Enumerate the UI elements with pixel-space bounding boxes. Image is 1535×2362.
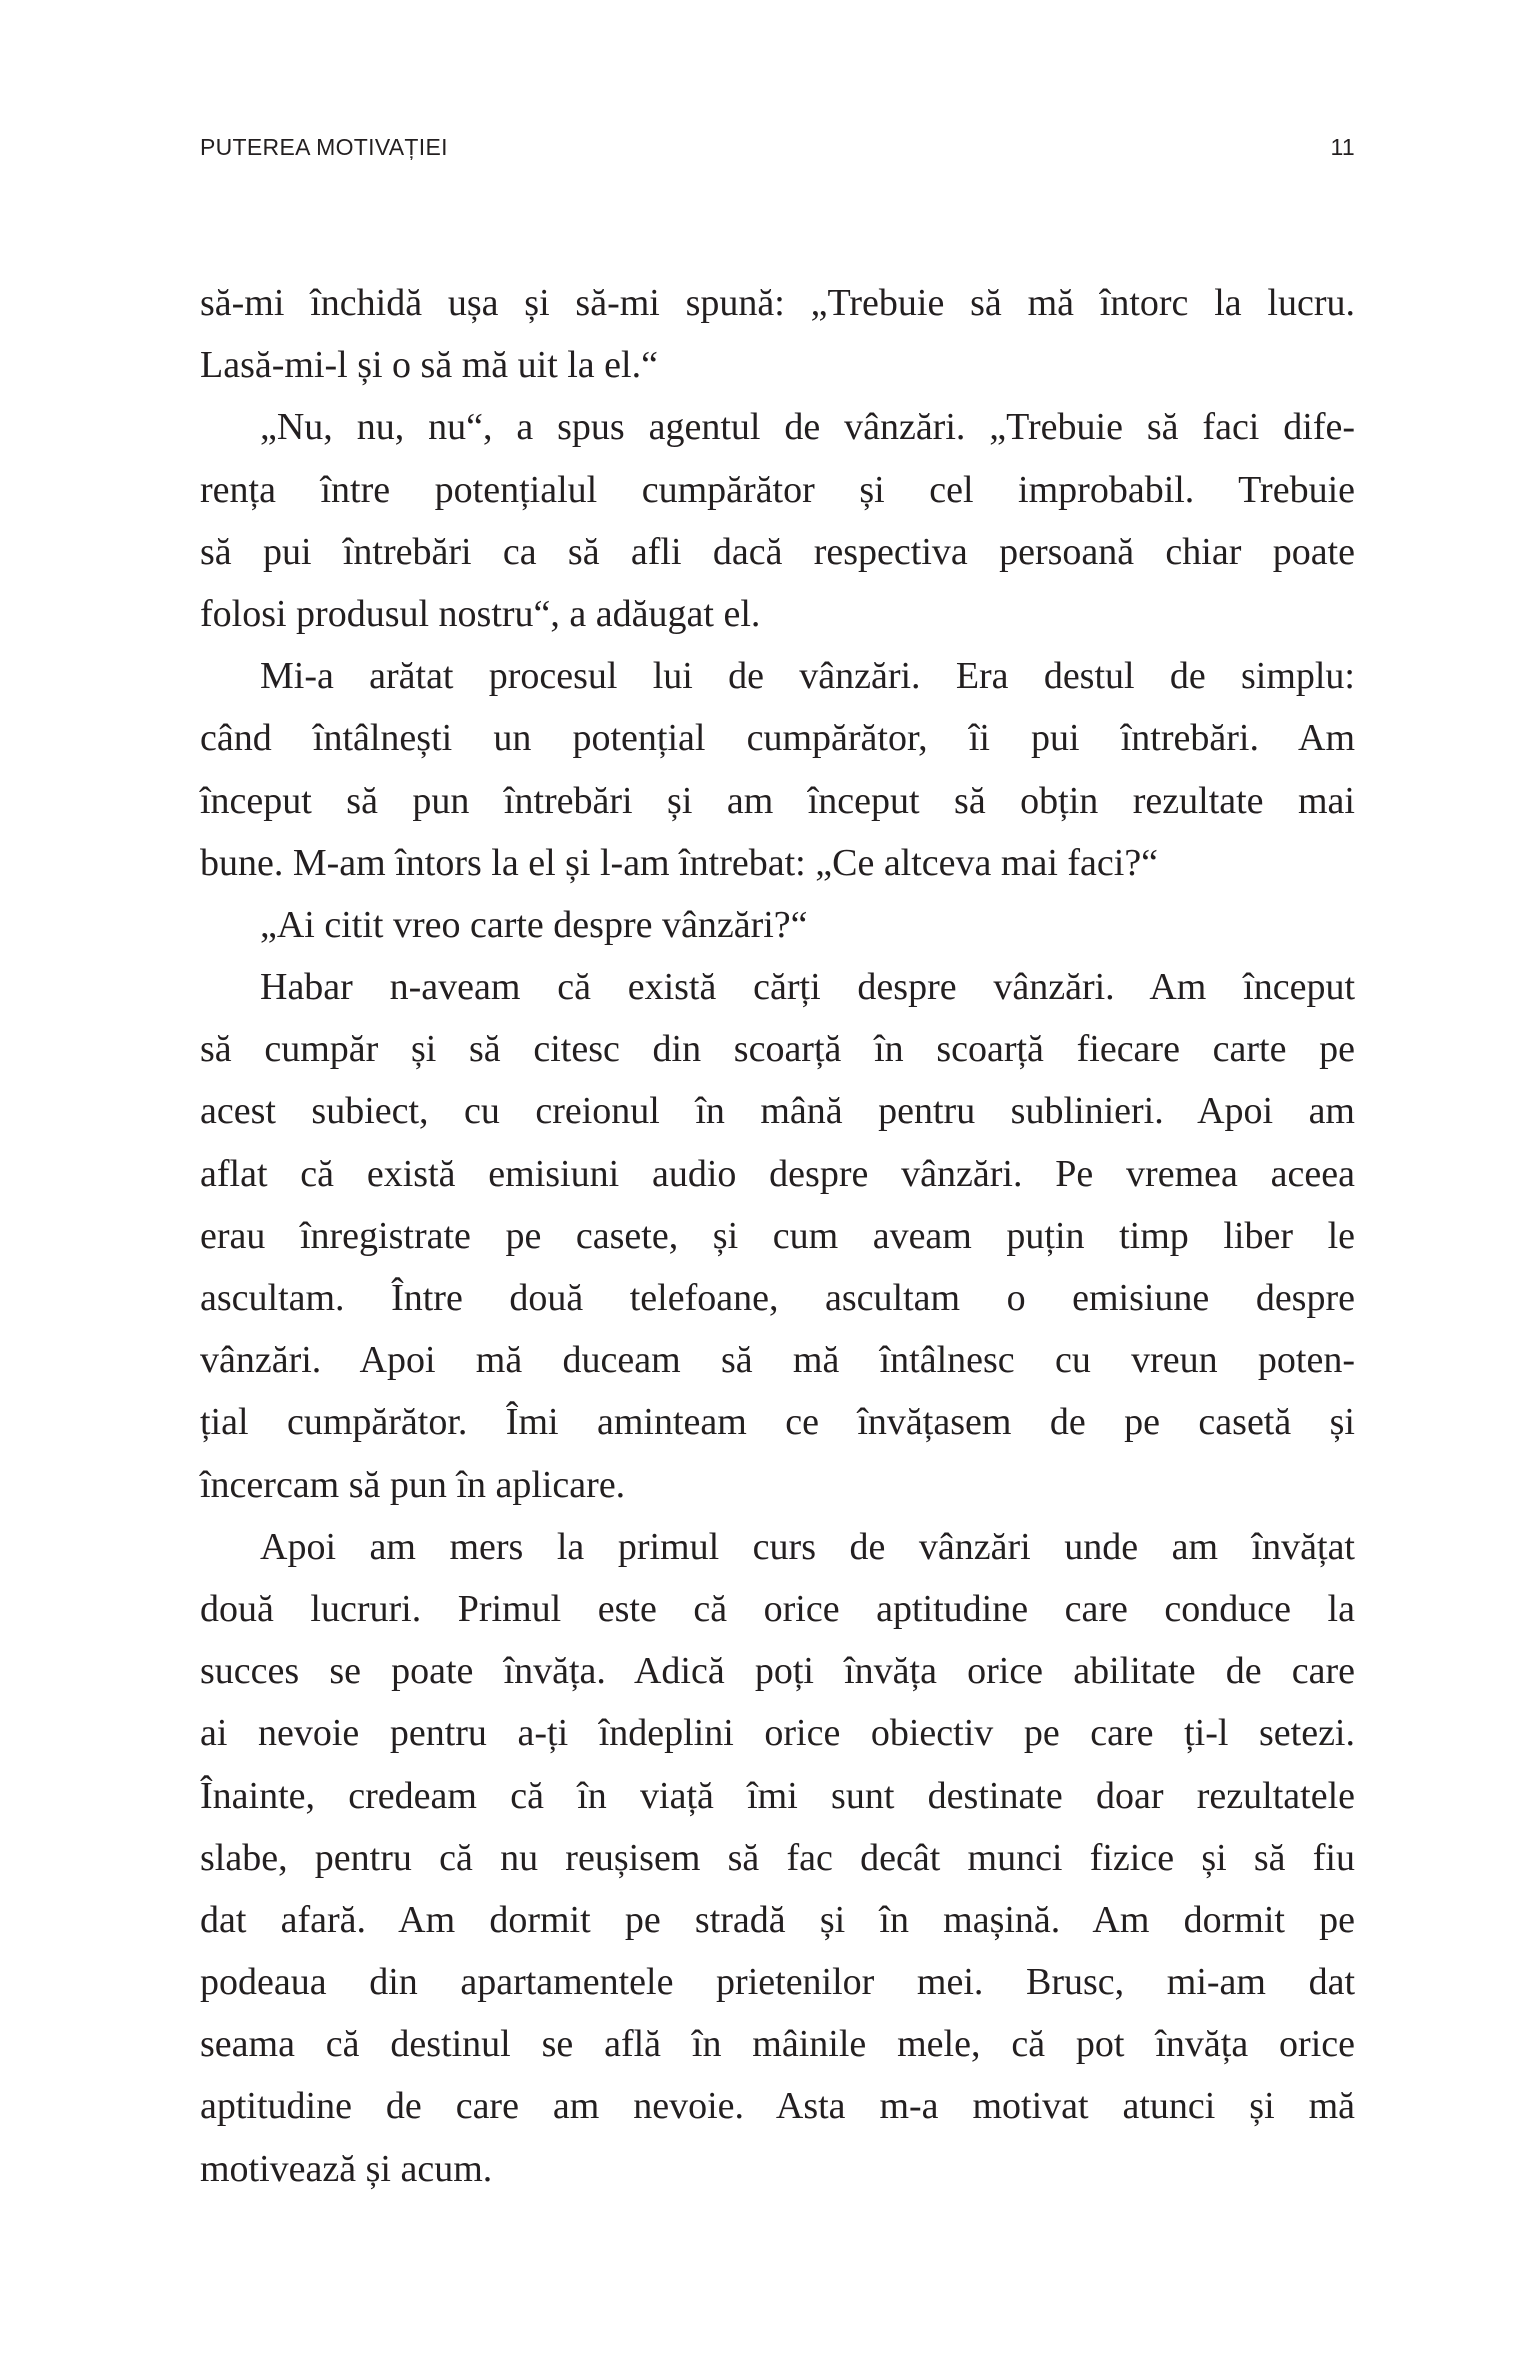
text-line: început să pun întrebări și am început să obțin rezultate mai xyxy=(200,779,1355,822)
text-line: acest subiect, cu creionul în mână pentru sublinieri. Apoi am xyxy=(200,1090,1355,1133)
text-line: Apoi am mers la primul curs de vânzări unde am învățat xyxy=(260,1525,1355,1568)
paragraph xyxy=(200,396,1355,645)
text-line: vânzări. Apoi mă duceam să mă întâlnesc cu vreun poten- xyxy=(200,1339,1355,1382)
text-line: ai nevoie pentru a-ți îndeplini orice obiectiv pe care ți-l setezi. xyxy=(200,1712,1355,1755)
text-line: dat afară. Am dormit pe stradă și în mașină. Am dormit pe xyxy=(200,1898,1355,1941)
text-line: țial cumpărător. Îmi aminteam ce învățasem de pe casetă și xyxy=(200,1401,1355,1444)
text-line: ascultam. Între două telefoane, ascultam o emisiune despre xyxy=(200,1277,1355,1319)
text-line: bune. M-am întors la el și l-am întrebat: „Ce altceva mai faci?“ xyxy=(200,841,1159,884)
text-line: rența între potențialul cumpărător și cel improbabil. Trebuie xyxy=(200,468,1355,511)
text-line: folosi produsul nostru“, a adăugat el. xyxy=(200,592,761,635)
running-header xyxy=(200,134,1355,168)
text-line: să cumpăr și să citesc din scoarță în scoarță fiecare carte pe xyxy=(200,1028,1355,1071)
paragraph xyxy=(200,894,1355,956)
text-line: „Nu, nu, nu“, a spus agentul de vânzări. „Trebuie să faci dife- xyxy=(260,406,1355,449)
text-line: aflat că există emisiuni audio despre vânzări. Pe vremea aceea xyxy=(200,1152,1355,1195)
text-line: când întâlnești un potențial cumpărător, îi pui întrebări. Am xyxy=(200,717,1355,760)
text-line: să-mi închidă ușa și să-mi spună: „Trebuie să mă întorc la lucru. xyxy=(200,282,1355,324)
text-line: Înainte, credeam că în viață îmi sunt destinate doar rezultatele xyxy=(200,1774,1355,1817)
text-line: slabe, pentru că nu reușisem să fac decât munci fizice și să fiu xyxy=(200,1836,1355,1879)
paragraph xyxy=(200,645,1355,894)
text-line: două lucruri. Primul este că orice aptitudine care conduce la xyxy=(200,1587,1355,1630)
text-line: erau înregistrate pe casete, și cum aveam puțin timp liber le xyxy=(200,1214,1355,1257)
paragraph xyxy=(200,272,1355,396)
paragraph xyxy=(200,1516,1355,2200)
text-line: „Ai citit vreo carte despre vânzări?“ xyxy=(260,903,808,946)
text-line: Habar n-aveam că există cărți despre vânzări. Am început xyxy=(260,966,1355,1009)
page-number: 11 xyxy=(1330,134,1355,160)
text-line: Lasă-mi-l și o să mă uit la el.“ xyxy=(200,344,658,387)
text-line: podeaua din apartamentele prietenilor mei. Brusc, mi-am dat xyxy=(200,1961,1355,2004)
text-line: încercam să pun în aplicare. xyxy=(200,1463,626,1506)
text-line: motivează și acum. xyxy=(200,2147,493,2190)
text-line: seama că destinul se află în mâinile mele, că pot învăța orice xyxy=(200,2023,1355,2066)
text-line: aptitudine de care am nevoie. Asta m-a motivat atunci și mă xyxy=(200,2085,1355,2128)
running-title: PUTEREA MOTIVAȚIEI xyxy=(200,134,448,160)
paragraph xyxy=(200,956,1355,1516)
body-text xyxy=(200,272,1355,2200)
text-line: să pui întrebări ca să afli dacă respectiva persoană chiar poate xyxy=(200,530,1355,573)
text-line: succes se poate învăța. Adică poți învăța orice abilitate de care xyxy=(200,1650,1355,1693)
text-line: Mi-a arătat procesul lui de vânzări. Era destul de simplu: xyxy=(260,655,1355,698)
